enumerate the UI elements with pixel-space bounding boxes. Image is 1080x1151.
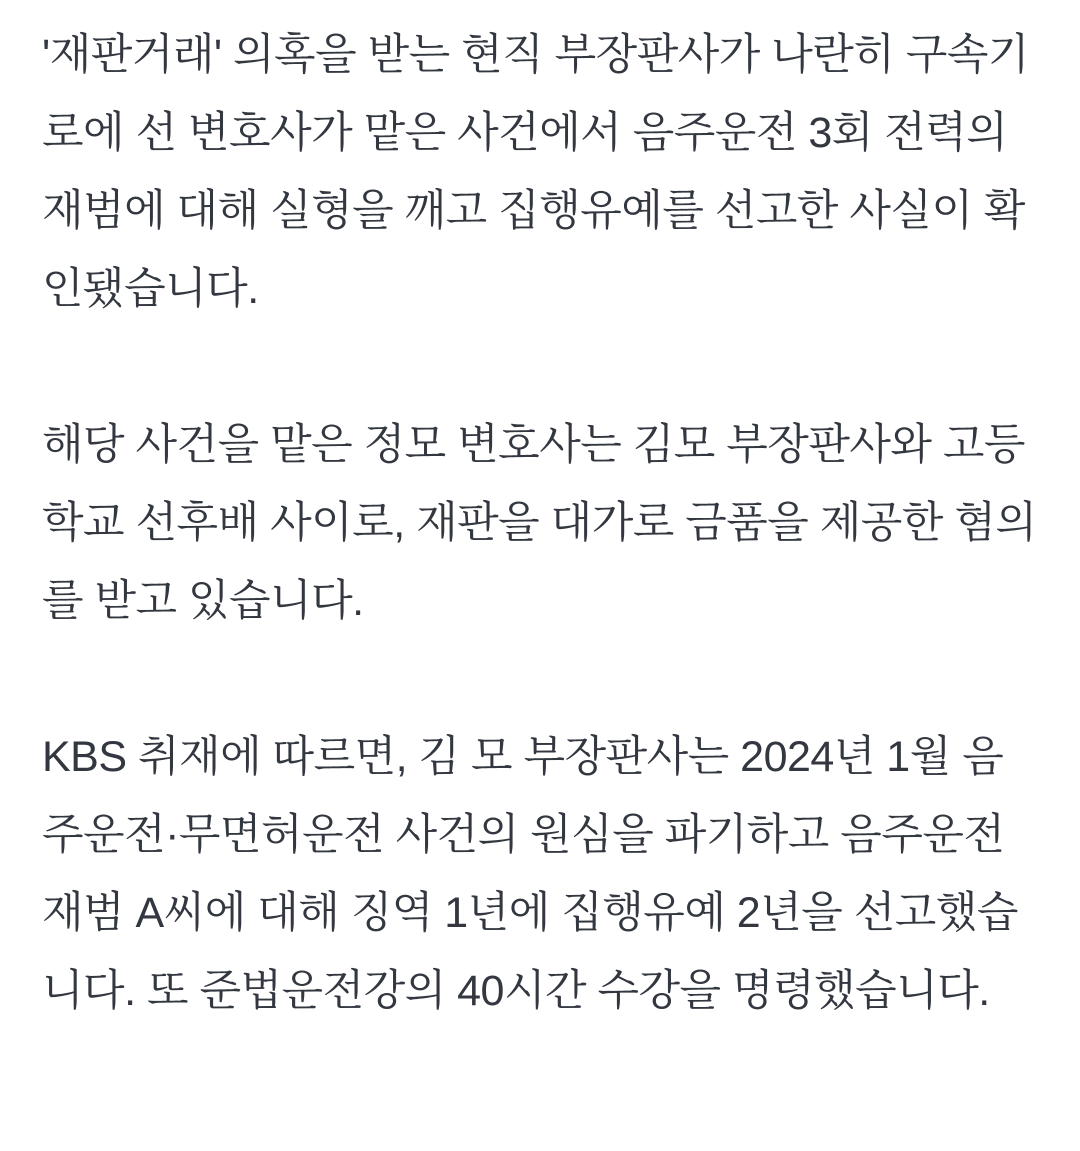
article-paragraph-2: 해당 사건을 맡은 정모 변호사는 김모 부장판사와 고등학교 선후배 사이로, 재판을 대가로 금품을 제공한 혐의를 받고 있습니다.: [42, 421, 1037, 625]
article-paragraph-3: KBS 취재에 따르면, 김 모 부장판사는 2024년 1월 음주운전·무면허운전 사건의 원심을 파기하고 음주운전 재범 A씨에 대해 징역 1년에 집행유예 2년을 선고했습니다. 또 준법운전강의 40시간 수강을 명령했습니다.: [42, 733, 1018, 1015]
article-paragraph-1: '재판거래' 의혹을 받는 현직 부장판사가 나란히 구속기로에 선 변호사가 맡은 사건에서 음주운전 3회 전력의 재범에 대해 실형을 깨고 집행유예를 선고한 사실이 확인됐습니다.: [42, 31, 1029, 313]
